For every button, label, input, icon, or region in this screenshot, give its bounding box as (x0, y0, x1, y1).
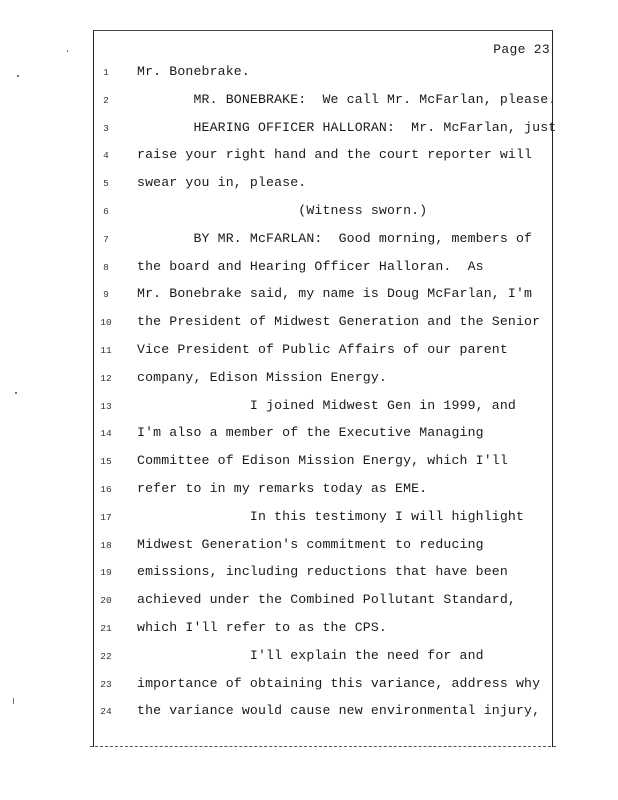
line-text: BY MR. McFARLAN: Good morning, members of (137, 230, 533, 246)
transcript-line (0, 564, 618, 584)
line-text: the board and Hearing Officer Halloran. As (137, 258, 484, 274)
line-text: raise your right hand and the court reporter will (137, 147, 533, 163)
transcript-line (0, 509, 618, 529)
line-number: 15 (100, 456, 112, 468)
line-number: 13 (100, 400, 112, 412)
line-text: company, Edison Mission Energy. (137, 369, 387, 385)
transcript-line (0, 648, 618, 668)
scan-speck (13, 698, 14, 704)
line-number: 2 (103, 94, 109, 106)
line-number: 8 (103, 261, 109, 273)
scan-speck (17, 75, 19, 77)
line-text: emissions, including reductions that have been (137, 564, 508, 580)
line-text: swear you in, please. (137, 175, 307, 191)
transcript-line (0, 231, 618, 251)
line-text: In this testimony I will highlight (137, 508, 525, 524)
line-number: 21 (100, 623, 112, 634)
line-text: the variance would cause new environmental injury, (137, 703, 541, 719)
line-number: 22 (100, 650, 112, 662)
transcript-line (0, 425, 618, 445)
transcript-line (0, 92, 618, 112)
page-number: Page 23 (493, 42, 550, 57)
transcript-line (0, 537, 618, 557)
line-text: (Witness sworn.) (137, 203, 428, 218)
transcript-line (0, 259, 618, 279)
line-text: refer to in my remarks today as EME. (137, 481, 428, 496)
line-text: Midwest Generation's commitment to reducing (137, 536, 484, 552)
scan-speck (67, 50, 68, 52)
transcript-line (0, 481, 618, 501)
transcript-line (0, 453, 618, 473)
transcript-line (0, 676, 618, 696)
line-number: 24 (100, 706, 112, 718)
transcript-line (0, 147, 618, 167)
transcript-line (0, 342, 618, 362)
transcript-line (0, 592, 618, 612)
line-number: 14 (100, 428, 112, 440)
page-bottom-edge (90, 746, 556, 747)
line-number: 12 (100, 372, 112, 384)
line-text: achieved under the Combined Pollutant Standard, (137, 592, 516, 608)
line-number: 1 (103, 67, 109, 78)
line-text: HEARING OFFICER HALLORAN: Mr. McFarlan, just (137, 119, 557, 135)
transcript-line (0, 314, 618, 334)
line-text: I'm also a member of the Executive Managing (137, 425, 484, 441)
line-text: the President of Midwest Generation and the Senior (137, 314, 541, 330)
line-text: I'll explain the need for and (137, 647, 484, 663)
transcript-line (0, 203, 618, 223)
line-number: 23 (100, 678, 112, 690)
line-number: 7 (103, 233, 109, 245)
line-number: 5 (103, 178, 109, 190)
line-text: Mr. Bonebrake said, my name is Doug McFarlan, I'm (137, 286, 533, 302)
transcript-line (0, 703, 618, 723)
transcript-line (0, 398, 618, 418)
line-number: 10 (100, 317, 112, 329)
line-text: importance of obtaining this variance, address why (137, 675, 541, 691)
scan-speck (15, 392, 17, 394)
line-text: MR. BONEBRAKE: We call Mr. McFarlan, please. (137, 91, 557, 107)
line-number: 6 (103, 206, 109, 217)
transcript-line (0, 120, 618, 140)
transcript-line (0, 175, 618, 195)
line-number: 4 (103, 150, 109, 162)
transcript-line (0, 620, 618, 640)
line-number: 17 (100, 511, 112, 523)
transcript-line (0, 370, 618, 390)
line-text: which I'll refer to as the CPS. (137, 620, 387, 635)
line-text: Vice President of Public Affairs of our parent (137, 342, 508, 357)
line-text: I joined Midwest Gen in 1999, and (137, 397, 516, 413)
transcript-line (0, 286, 618, 306)
line-number: 20 (100, 595, 112, 607)
line-number: 18 (100, 539, 112, 551)
line-number: 3 (103, 122, 109, 134)
line-text: Committee of Edison Mission Energy, which I'll (137, 453, 508, 469)
line-number: 19 (100, 567, 112, 579)
line-text: Mr. Bonebrake. (137, 64, 250, 79)
line-number: 16 (100, 484, 112, 495)
line-number: 11 (100, 345, 112, 356)
transcript-line (0, 64, 618, 84)
line-number: 9 (103, 289, 109, 301)
